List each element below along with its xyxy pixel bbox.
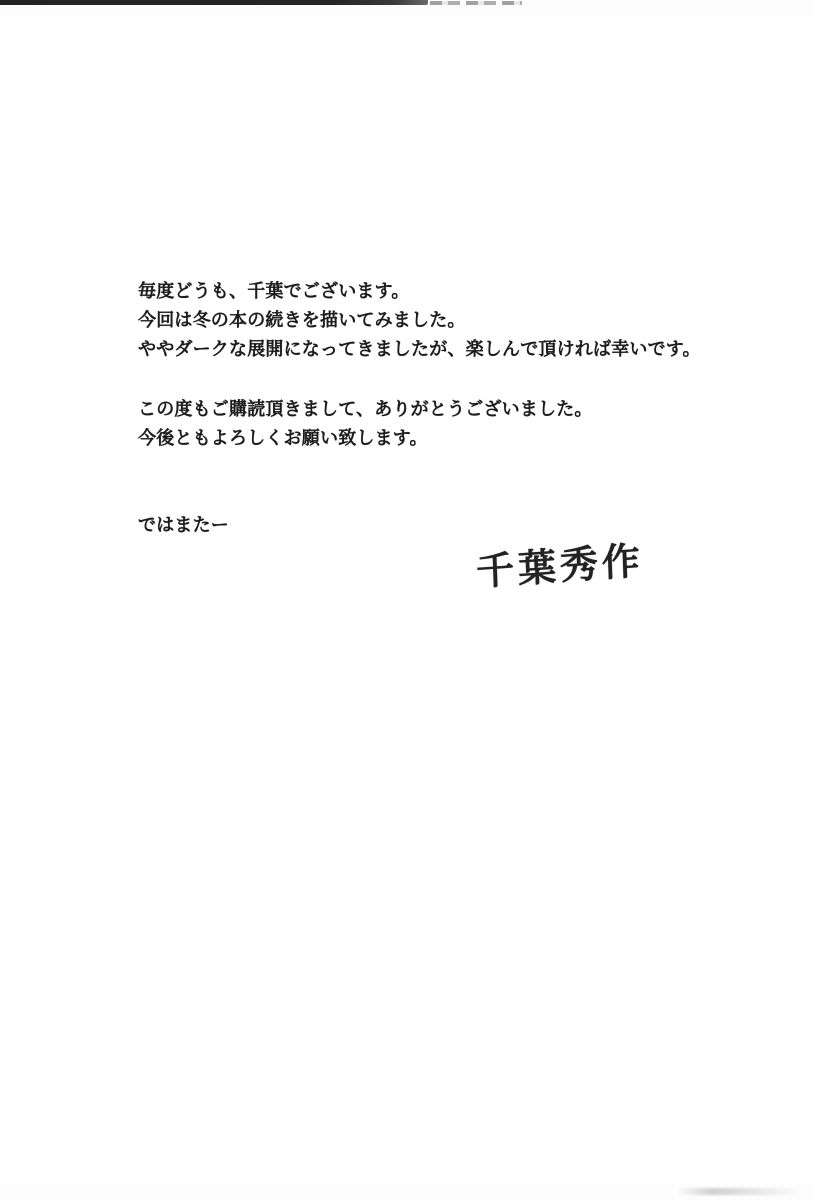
scan-artifact-smudge (676, 1188, 802, 1195)
scan-artifact-top-bar (0, 0, 428, 5)
letter-line: 毎度どうも、千葉でございます。 (138, 281, 410, 302)
letter-line: この度もご購読頂きまして、ありがとうございました。 (138, 399, 593, 420)
letter-closing-line: ではまたー (138, 515, 229, 536)
letter-line: ややダークな展開になってきましたが、楽しんで頂ければ幸いです。 (138, 339, 701, 360)
letter-paragraph-greeting (138, 277, 701, 364)
letter-paragraph-thanks (138, 395, 593, 453)
letter-line: 今後ともよろしくお願い致します。 (138, 428, 428, 449)
scan-artifact-top-bar-dashes (430, 1, 522, 5)
handwritten-signature: 千葉秀作 (475, 538, 645, 594)
letter-line: 今回は冬の本の続きを描いてみました。 (138, 310, 466, 331)
